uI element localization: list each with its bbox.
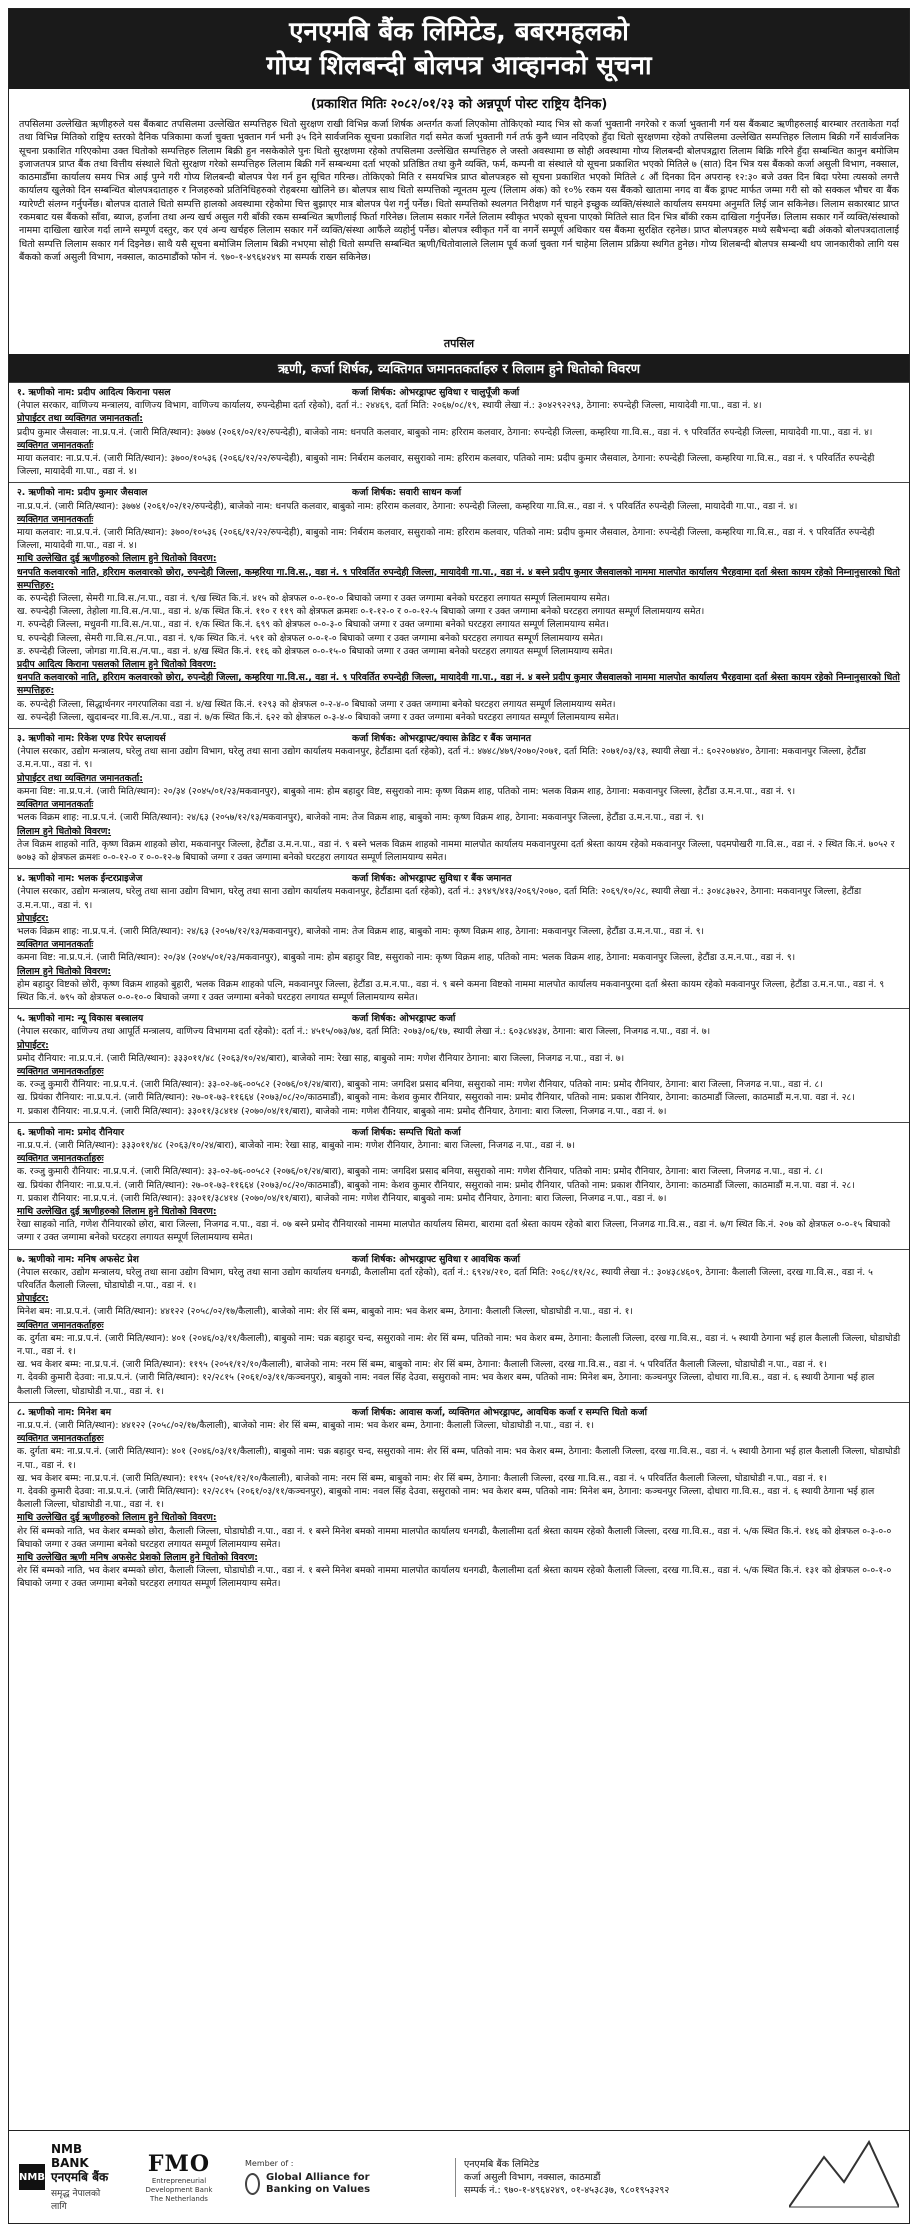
- entry-line: प्रदीप कुमार जैसवाल: ना.प्र.प.नं. (जारी मिति/स्थान): ३७७४ (२०६१/०२/१२/रुपन्देही), बाजेको नाम: धनपति कलवार, बाबुको नाम: हरिराम कलवार, ठेगाना: रुपन्देही जिल्ला, कम्हरिया गा.वि.स., वडा नं. ९ परिवर्तित रुपन्देही जिल्ला, मायादेवी गा.पा., वडा नं. ४।: [17, 426, 873, 438]
- entry-line: व्यक्तिगत जमानतकर्ताहरुः: [17, 1433, 104, 1445]
- entry-line: प्रोपाईटर:: [17, 912, 49, 924]
- entry-line: होम बहादुर विष्टको छोरी, कृष्ण विक्रम शाहको बुहारी, भलक विक्रम शाहको पत्नि, मकवानपुर जिल्ला, हेटौंडा उ.म.न.पा., वडा नं. ९ बस्ने कमना विष्टको नाममा मालपोत कार्यालय मकवानपुरमा दर्ता श्रेस्ता कायम रहेको मकवानपुर जिल्ला, हेटौंडा उ.म.न.पा., वडा नं. ९ स्थित कि.नं. ७९५ को क्षेत्रफल ०-०-१०-० बिघाको जग्गा र उक्त जग्गामा बनेको घरटहरा लगायत सम्पूर्ण लिलामयाग्य समेत।: [17, 978, 885, 1003]
- entry-line: प्रोपाईटर:: [17, 1293, 49, 1305]
- entry-line: माया कलवार: ना.प्र.प.नं. (जारी मिति/स्थान): ३७००/१०५३६ (२०६६/१२/२२/रुपन्देही), बाबुको नाम: निर्बराम कलवार, ससुराको नाम: हरिराम कलवार, पतिको नाम: प्रदीप कुमार जैसवाल, ठेगाना: रुपन्देही जिल्ला, कम्हरिया गा.वि.स., वडा नं. ९ परिवर्तित रुपन्देही जिल्ला, मायादेवी गा.पा., वडा नं. ४।: [17, 453, 875, 478]
- schedule-label: तपसिल: [443, 337, 475, 350]
- entry-line: माथि उल्लेखित दुई ऋणीहरुको लिलाम हुने धितोको विवरण:: [17, 1205, 217, 1217]
- entry-line: प्रोपाईटर तथा व्यक्तिगत जमानतकर्ता:: [17, 413, 143, 425]
- loan-title: कर्जा शिर्षक: ओभरड्राफ्ट सुविधा र चालुपूँजी कर्जा: [352, 387, 520, 398]
- entry-line: ख. भव केशर बम्म: ना.प्र.प.नं. (जारी मिति/स्थान): ११९५ (२०५१/१२/१०/कैलाली), बाजेको नाम: नरम सिं बम्म, बाबुको नाम: शेर सिं बम्म, ठेगाना: कैलाली जिल्ला, दरख गा.वि.स., वडा नं. ५ परिवर्तित कैलाली जिल्ला, घोडाघोडी न.पा., वडा नं. १।: [17, 1359, 827, 1371]
- borrower-name: २. ऋणीको नाम: प्रदीप कुमार जैसवाल: [17, 487, 148, 499]
- entry-line: ख. प्रियंका रौनियार: ना.प्र.प.नं. (जारी मिति/स्थान): २७-०१-७३-११६६४ (२०७३/०८/२०/काठमाडौं), बाबुको नाम: केशव कुमार रौनियार, ससुराको नाम: प्रमोद रौनियार, पतिको नाम: प्रकाश रौनियार, ठेगाना: काठमाडौं जिल्ला, काठमाडौं म.न.पा. वडा नं. २८।: [17, 1179, 855, 1191]
- entry-line: शेर सिं बम्मको नाति, भव केशर बम्मको छोरा, कैलाली जिल्ला, घोडाघोडी न.पा., वडा नं. १ बस्ने मिनेश बमको नाममा मालपोत कार्यालय धनगढी, कैलालीमा दर्ता श्रेस्ता कायम रहेको कैलाली जिल्ला, दरख गा.वि.स., वडा नं. ५/क स्थित कि.नं. १४६ को क्षेत्रफल ०-३-०-० बिघाको जग्गा र उक्त जग्गामा बनेको घरटहरा लगायत सम्पूर्ण लिलामयाग्य समेत।: [17, 1525, 892, 1550]
- footer: [9, 2130, 909, 2223]
- notice-frame: [8, 8, 910, 2224]
- loan-title: कर्जा शिर्षक: आवास कर्जा, व्यक्तिगत ओभरड्राफ्ट, आवधिक कर्जा र सम्पत्ति धितो कर्जा: [352, 1406, 648, 1418]
- entry-line: व्यक्तिगत जमानतकर्ताः: [17, 799, 94, 811]
- entry-line: व्यक्तिगत जमानतकर्ताः: [17, 439, 94, 451]
- loan-title: कर्जा शिर्षक: ओभरड्राफ्ट/क्यास क्रेडिट र बैंक जमानत: [352, 733, 531, 745]
- entry-heading: [17, 486, 901, 499]
- entry-heading: [17, 872, 901, 885]
- borrower-name: ७. ऋणीको नाम: मनिष अफसेट प्रेश: [17, 1253, 139, 1265]
- notice-title: गोप्य शिलबन्दी बोलपत्र आव्हानको सूचना: [266, 51, 652, 81]
- entry-line: क. रञ्जु कुमारी रौनियार: ना.प्र.प.नं. (जारी मिति/स्थान): ३३-०२-७६-००५८२ (२०७६/०१/२४/बारा), बाबुको नाम: जगदिश प्रसाद बनिया, ससुराको नाम: गणेश रौनियार, पतिको नाम: प्रमोद रौनियार, ठेगाना: बारा जिल्ला, निजगढ न.पा., वडा नं. ८।: [17, 1166, 823, 1178]
- entry-heading: [17, 1406, 901, 1419]
- entry-line: ग. रुपन्देही जिल्ला, मधुवनी गा.वि.स./न.पा., वडा नं. १/क स्थित कि.नं. ६९९ को क्षेत्रफल ०-०-३-० बिघाको जग्गा र उक्त जग्गामा बनेको घरटहरा लगायत सम्पूर्ण लिलामयाग्य समेत।: [17, 619, 609, 631]
- fmo-name: FMO: [147, 2150, 211, 2177]
- entry-line: ना.प्र.प.नं. (जारी मिति/स्थान): ४४१२२ (२०५८/०२/१७/कैलाली), बाजेको नाम: शेर सिं बम्म, बाबुको नाम: भव केशर बम्म, ठेगाना: कैलाली जिल्ला, घोडाघोडी न.पा., वडा नं. १।: [17, 1420, 594, 1432]
- entry-line: प्रदीप आदित्य किराना पसलको लिलाम हुने धितोको विवरण:: [17, 659, 217, 671]
- entry-line: ग. देवकी कुमारी देउवा: ना.प्र.प.नं. (जारी मिति/स्थान): १२/२८१५ (२०६१/०३/११/कञ्चनपुर), बाबुको नाम: नवल सिंह देउवा, ससुराको नाम: भव केशर बम्म, पतिको नाम: मिनेश बम, ठेगाना: कञ्चनपुर जिल्ला, दोधारा गा.वि.स., वडा नं. ६ स्थायी ठेगाना भई हाल कैलाली जिल्ला, घोडाघोडी न.पा., वडा नं. १।: [17, 1486, 875, 1511]
- membership: [245, 2159, 395, 2196]
- entry-line: कमना विष्ट: ना.प्र.प.नं. (जारी मिति/स्थान): २०/३४ (२०४५/०१/२३/मकवानपुर), बाबुको नाम: होम बहादुर विष्ट, ससुराको नाम: कृष्ण विक्रम शाह, पतिको नाम: भलक विक्रम शाह, ठेगाना: मकवानपुर जिल्ला, हेटौंडा उ.म.न.पा., वडा नं. ९।: [17, 785, 796, 797]
- entry-line: क. रञ्जु कुमारी रौनियार: ना.प्र.प.नं. (जारी मिति/स्थान): ३३-०२-७६-००५८२ (२०७६/०१/२४/बारा), बाबुको नाम: जगदिश प्रसाद बनिया, ससुराको नाम: गणेश रौनियार, पतिको नाम: प्रमोद रौनियार, ठेगाना: बारा जिल्ला, निजगढ न.पा., वडा नं. ८।: [17, 1079, 823, 1091]
- entry-heading: [17, 1253, 901, 1266]
- entry-line: कमना विष्ट: ना.प्र.प.नं. (जारी मिति/स्थान): २०/३४ (२०४५/०१/२३/मकवानपुर), बाबुको नाम: होम बहादुर विष्ट, ससुराको नाम: कृष्ण विक्रम शाह, पतिको नाम: भलक विक्रम शाह, ठेगाना: मकवानपुर जिल्ला, हेटौंडा उ.म.न.पा., वडा नं. ९।: [17, 952, 796, 964]
- borrower-name: ६. ऋणीको नाम: प्रमोद रौनियार: [17, 1126, 125, 1138]
- entry-line: ग. प्रकाश रौनियार: ना.प्र.प.नं. (जारी मिति/स्थान): ३३०११/३८४१४ (२०७०/०४/११/बारा), बाजेको नाम: गणेश रौनियार, बाबुको नाम: प्रमोद रौनियार, ठेगाना: बारा जिल्ला, निजगढ न.पा., वडा नं. ७।: [17, 1105, 667, 1117]
- loan-entry: [9, 1402, 909, 1595]
- tagline: समृद्ध नेपालको लागि: [50, 2189, 101, 2212]
- loan-entry: [9, 728, 909, 868]
- entry-line: लिलाम हुने धितोको विवरण:: [17, 965, 112, 977]
- loan-entry: [9, 868, 909, 1008]
- entry-line: धनपति कलवारको नाति, हरिराम कलवारको छोरा, रुपन्देही जिल्ला, कम्हरिया गा.वि.स., वडा नं. ९ परिवर्तित रुपन्देही जिल्ला, मायादेवी गा.पा., वडा नं. ४ बस्ने प्रदीप कुमार जैसवालको नाममा मालपोत कार्यालय भैरहवामा दर्ता श्रेस्ता कायम रहेको निम्नानुसारको धितो सम्पत्तिहरु:: [17, 566, 900, 591]
- entry-line: भलक विक्रम शाह: ना.प्र.प.नं. (जारी मिति/स्थान): २४/६३ (२०५७/१२/१३/मकवानपुर), बाजेको नाम: तेज विक्रम शाह, बाबुको नाम: कृष्ण विक्रम शाह, ठेगाना: मकवानपुर जिल्ला, हेटौंडा उ.म.न.पा., वडा नं. ९।: [17, 812, 705, 824]
- borrower-name: ८. ऋणीको नाम: मिनेश बम: [17, 1406, 111, 1418]
- entry-line: (नेपाल सरकार, वाणिज्य तथा आपूर्ति मन्त्रालय, वाणिज्य विभागमा दर्ता रहेको): दर्ता नं.: ४५१५/०७३/७४, दर्ता मिति: २०७३/०६/१७, स्थायी लेखा नं.: ६०३८४४३४, ठेगाना: बारा जिल्ला, निजगढ न.पा., वडा नं. ७।: [17, 1026, 711, 1038]
- nmb-logo: [19, 2142, 115, 2212]
- entry-line: घ. रुपन्देही जिल्ला, सेमरी गा.वि.स./न.पा., वडा नं. ९/क स्थित कि.नं. ५९१ को क्षेत्रफल ०-०-१-० बिघाको जग्गा र उक्त जग्गामा बनेको घरटहरा लगायत सम्पूर्ण लिलामयाग्य समेत।: [17, 632, 604, 644]
- entry-line: (नेपाल सरकार, उद्योग मन्त्रालय, घरेलु तथा साना उद्योग विभाग, घरेलु तथा साना उद्योग कार्यालय धनगढी, कैलालीमा दर्ता रहेको), दर्ता नं.: ६९२४/२१०, दर्ता मिति: २०६८/११/२८, स्थायी लेखा नं.: ३०४३८४६०९, ठेगाना: कैलाली जिल्ला, दरख गा.वि.स., वडा नं. ५ परिवर्तित कैलाली जिल्ला, घोडाघोडी न.पा., वडा नं. १।: [17, 1266, 873, 1291]
- header-band: [9, 9, 909, 89]
- mountain-graphic-icon: [789, 2137, 899, 2217]
- entry-line: क. रुपन्देही जिल्ला, सिद्धार्थनगर नगरपालिका वडा नं. ४/ख स्थित कि.नं. १२९३ को क्षेत्रफल ०-२-४-० बिघाको जग्गा र उक्त जग्गामा बनेको घरटहरा लगायत सम्पूर्ण लिलामयाग्य समेत।: [17, 698, 616, 710]
- nmb-logo-en: NMB BANK: [50, 2142, 89, 2170]
- nmb-logo-np: एनएमबि बैंक: [50, 2170, 109, 2184]
- entry-line: (नेपाल सरकार, वाणिज्य मन्त्रालय, वाणिज्य विभाग, वाणिज्य कार्यालय, रुपन्देहीमा दर्ता रहेको), दर्ता नं.: २४४६९, दर्ता मिति: २०६७/०८/१९, स्थायी लेखा नं.: ३०४२९२२९३, ठेगाना: रुपन्देही जिल्ला, मायादेवी गा.पा., वडा नं. ४।: [17, 400, 762, 412]
- loan-entry: [9, 482, 909, 728]
- entry-line: क. दुर्गता बम: ना.प्र.प.नं. (जारी मिति/स्थान): ४०१ (२०४६/०३/११/कैलाली), बाबुको नाम: चक्र बहादुर चन्द, ससुराको नाम: शेर सिं बम्म, पतिको नाम: भव केशर बम्म, ठेगाना: कैलाली जिल्ला, दरख गा.वि.स., वडा नं. ५ स्थायी ठेगाना भई हाल कैलाली जिल्ला, घोडाघोडी न.पा., वडा नं. १।: [17, 1446, 901, 1471]
- entry-line: व्यक्तिगत जमानतकर्ताः: [17, 513, 94, 525]
- fmo-logo: [139, 2151, 219, 2204]
- entry-heading: [17, 732, 901, 745]
- entry-line: लिलाम हुने धितोको विवरण:: [17, 825, 112, 837]
- loan-title: कर्जा शिर्षक: ओभरड्राफ्ट कर्जा: [352, 1013, 456, 1025]
- entry-line: प्रोपाईटर:: [17, 1039, 49, 1051]
- borrower-name: ५. ऋणीको नाम: न्यू विकास बस्त्रालय: [17, 1013, 144, 1025]
- entry-line: तेज विक्रम शाहको नाति, कृष्ण विक्रम शाहको छोरा, मकवानपुर जिल्ला, हेटौंडा उ.म.न.पा., वडा नं. ९ बस्ने भलक विक्रम शाहको नाममा मालपोत कार्यालय मकवानपुरमा दर्ता श्रेस्ता कायम रहेको मकवानपुर जिल्ला, पदमपोखरी गा.वि.स., वडा नं. २ स्थित कि.नं. ७०५२ र ७०७३ को क्षेत्रफल क्रमशः ०-०-१२-० र ०-०-१२-७ बिघाको जग्गा र उक्त जग्गामा बनेको घरटहरा लगायत सम्पूर्ण लिलामयाग्य समेत।: [17, 838, 895, 863]
- borrower-name: ४. ऋणीको नाम: भलक ईन्टरप्राइजेज: [17, 873, 143, 885]
- contact-block: [455, 2158, 669, 2197]
- gabv-globe-icon: [245, 2173, 260, 2195]
- nmb-logo-mark-icon: NMB: [19, 2164, 45, 2190]
- entry-line: ना.प्र.प.नं. (जारी मिति/स्थान): ३७७४ (२०६१/०२/१२/रुपन्देही), बाजेको नाम: धनपति कलवार, बाबुको नाम: हरिराम कलवार, ठेगाना: रुपन्देही जिल्ला, कम्हरिया गा.वि.स., वडा नं. ९ परिवर्तित रुपन्देही जिल्ला, मायादेवी गा.पा., वडा नं. ४।: [17, 500, 798, 512]
- entry-line: ग. देवकी कुमारी देउवा: ना.प्र.प.नं. (जारी मिति/स्थान): १२/२८१५ (२०६१/०३/११/कञ्चनपुर), बाबुको नाम: नवल सिंह देउवा, ससुराको नाम: भव केशर बम्म, पतिको नाम: मिनेश बम, ठेगाना: कञ्चनपुर जिल्ला, दोधारा गा.वि.स., वडा नं. ६ स्थायी ठेगाना भई हाल कैलाली जिल्ला, घोडाघोडी न.पा., वडा नं. १।: [17, 1372, 875, 1397]
- fmo-country: The Netherlands: [150, 2194, 208, 2203]
- loan-title: कर्जा शिर्षक: सवारी साधन कर्जा: [352, 487, 462, 499]
- entry-line: प्रोपाईटर तथा व्यक्तिगत जमानतकर्ता:: [17, 772, 143, 784]
- entry-line: क. दुर्गता बम: ना.प्र.प.नं. (जारी मिति/स्थान): ४०१ (२०४६/०३/११/कैलाली), बाबुको नाम: चक्र बहादुर चन्द, ससुराको नाम: शेर सिं बम्म, पतिको नाम: भव केशर बम्म, ठेगाना: कैलाली जिल्ला, दरख गा.वि.स., वडा नं. ५ स्थायी ठेगाना भई हाल कैलाली जिल्ला, घोडाघोडी न.पा., वडा नं. १।: [17, 1332, 901, 1358]
- entry-line: व्यक्तिगत जमानतकर्ताः: [17, 939, 94, 951]
- entry-line: मिनेश बम: ना.प्र.प.नं. (जारी मिति/स्थान): ४४१२२ (२०५८/०२/१७/कैलाली), बाजेको नाम: शेर सिं बम्म, बाबुको नाम: भव केशर बम्म, ठेगाना: कैलाली जिल्ला, घोडाघोडी न.पा., वडा नं. १।: [17, 1306, 633, 1318]
- gabv-name: Global Alliance for Banking on Values: [266, 2171, 371, 2195]
- schedule-title-bar: ऋणी, कर्जा शिर्षक, व्यक्तिगत जमानतकर्ताहरु र लिलाम हुने धितोको विवरण: [9, 354, 909, 382]
- entry-line: ग. प्रकाश रौनियार: ना.प्र.प.नं. (जारी मिति/स्थान): ३३०११/३८४१४ (२०७०/०४/११/बारा), बाजेको नाम: गणेश रौनियार, बाबुको नाम: प्रमोद रौनियार, ठेगाना: बारा जिल्ला, निजगढ न.पा., वडा नं. ७।: [17, 1192, 667, 1204]
- entry-line: रेखा साहको नाति, गणेश रौनियारको छोरा, बारा जिल्ला, निजगढ न.पा., वडा नं. ०७ बस्ने प्रमोद रौनियारको नाममा मालपोत कार्यालय सिमरा, बारामा दर्ता श्रेस्ता कायम रहेको बारा जिल्ला, निजगढ गा.वि.स., वडा नं. ७/ग स्थित कि.नं. २०७ को क्षेत्रफल ०-०-१५ बिघाको जग्गा र उक्त जग्गामा बनेको घरटहरा लगायत सम्पूर्ण लिलामयाग्य समेत।: [17, 1219, 891, 1244]
- entry-line: माथि उल्लेखित दुई ऋणीहरुको लिलाम हुने धितोको विवरण:: [17, 1512, 217, 1524]
- entry-line: प्रमोद रौनियार: ना.प्र.प.नं. (जारी मिति/स्थान): ३३३०११/४८ (२०६३/१०/२४/बारा), बाजेको नाम: रेखा साह, बाबुको नाम: गणेश रौनियार ठेगाना: बारा जिल्ला, निजगढ न.पा., वडा नं. ७।: [17, 1052, 625, 1064]
- borrower-name: ३. ऋणीको नाम: रिकेश एण्ड रिपेर सप्लायर्स: [17, 733, 166, 745]
- loan-entry: [9, 1008, 909, 1122]
- entry-line: व्यक्तिगत जमानतकर्ताहरुः: [17, 1153, 104, 1165]
- entry-line: क. रुपन्देही जिल्ला, सेमरी गा.वि.स./न.पा., वडा नं. ९/ख स्थित कि.नं. ४१५ को क्षेत्रफल ०-०-१०-० बिघाको जग्गा र उक्त जग्गामा बनेको घरटहरा लगायत सम्पूर्ण लिलामयाग्य समेत।: [17, 593, 610, 605]
- contact-phone: सम्पर्क नं.: ९७०-१-४९६४२४९, ०१-४५३८३७, ९८०१९५३२९२: [464, 2184, 670, 2196]
- loan-entry: [9, 1122, 909, 1249]
- contact-bank: एनएमबि बैंक लिमिटेड: [464, 2158, 540, 2170]
- member-label: Member of :: [245, 2158, 294, 2168]
- loan-entry: [9, 382, 909, 482]
- entry-line: भलक विक्रम शाह: ना.प्र.प.नं. (जारी मिति/स्थान): २४/६३ (२०५७/१२/१३/मकवानपुर), बाजेको नाम: तेज विक्रम शाह, बाबुको नाम: कृष्ण विक्रम शाह, ठेगाना: मकवानपुर जिल्ला, हेटौंडा उ.म.न.पा., वडा नं. ९।: [17, 925, 705, 937]
- loan-entry: [9, 1249, 909, 1402]
- entry-line: ख. भव केशर बम्म: ना.प्र.प.नं. (जारी मिति/स्थान): ११९५ (२०५१/१२/१०/कैलाली), बाजेको नाम: नरम सिं बम्म, बाबुको नाम: शेर सिं बम्म, ठेगाना: कैलाली जिल्ला, दरख गा.वि.स., वडा नं. ५ परिवर्तित कैलाली जिल्ला, घोडाघोडी न.पा., वडा नं. १।: [17, 1472, 827, 1484]
- entry-line: माथि उल्लेखित ऋणी मनिष अफसेट प्रेशको लिलाम हुने धितोको विवरण:: [17, 1552, 258, 1564]
- entry-line: व्यक्तिगत जमानतकर्ताहरुः: [17, 1319, 104, 1331]
- loan-title: कर्जा शिर्षक: ओभरड्राफ्ट सुविधा र आवधिक कर्जा: [352, 1253, 521, 1265]
- entry-line: ख. रुपन्देही जिल्ला, खुदाबन्दर गा.वि.स./न.पा., वडा नं. ७/क स्थित कि.नं. ६२२ को क्षेत्रफल ०-३-४-० बिघाको जग्गा र उक्त जग्गामा बनेको घरटहरा लगायत सम्पूर्ण लिलामयाग्य समेत।: [17, 711, 619, 723]
- entry-line: शेर सिं बम्मको नाति, भव केशर बम्मको छोरा, कैलाली जिल्ला, घोडाघोडी न.पा., वडा नं. १ बस्ने मिनेश बमको नाममा मालपोत कार्यालय धनगढी, कैलालीमा दर्ता श्रेस्ता कायम रहेको कैलाली जिल्ला, दरख गा.वि.स., वडा नं. ५/क स्थित कि.नं. १३१ को क्षेत्रफल ०-०-१-० बिघाको जग्गा र उक्त जग्गामा बनेको घरटहरा लगायत सम्पूर्ण लिलामयाग्य समेत।: [17, 1565, 892, 1590]
- loan-title: कर्जा शिर्षक: सम्पत्ति धितो कर्जा: [352, 1126, 461, 1138]
- contact-dept: कर्जा असुली विभाग, नक्साल, काठमाडौं: [464, 2171, 601, 2183]
- entry-line: धनपति कलवारको नाति, हरिराम कलवारको छोरा, रुपन्देही जिल्ला, कम्हरिया गा.वि.स., वडा नं. ९ परिवर्तित रुपन्देही जिल्ला, मायादेवी गा.पा., वडा नं. ४ बस्ने प्रदीप कुमार जैसवालको नाममा मालपोत कार्यालय भैरहवामा दर्ता श्रेस्ता कायम रहेको निम्नानुसारको धितो सम्पत्तिहरु:: [17, 672, 900, 697]
- entry-line: ना.प्र.प.नं. (जारी मिति/स्थान): ३३३०११/४८ (२०६३/१०/२४/बारा), बाजेको नाम: रेखा साह, बाबुको नाम: गणेश रौनियार, ठेगाना: बारा जिल्ला, निजगढ न.पा., वडा नं. ७।: [17, 1139, 576, 1151]
- entry-heading: [17, 1126, 901, 1139]
- entry-line: माथि उल्लेखित दुई ऋणीहरुको लिलाम हुने धितोको विवरण:: [17, 553, 217, 565]
- entry-line: ङ. रुपन्देही जिल्ला, जोगडा गा.वि.स./न.पा., वडा नं. ४/ख स्थित कि.नं. ११६ को क्षेत्रफल ०-०-१५-० बिघाको जग्गा र उक्त जग्गामा बनेको घरटहरा लगायत सम्पूर्ण लिलामयाग्य समेत।: [17, 645, 613, 657]
- bank-name: एनएमबि बैंक लिमिटेड, बबरमहलको: [289, 17, 629, 47]
- entry-line: ख. रुपन्देही जिल्ला, तेहोला गा.वि.स./न.पा., वडा नं. ४/क स्थित कि.नं. ११० र ११९ को क्षेत्रफल क्रमशः ०-१-१२-० र ०-०-१२-५ बिघाको जग्गा र उक्त जग्गामा बनेको घरटहरा लगायत सम्पूर्ण लिलामयाग्य समेत।: [17, 606, 705, 618]
- entry-heading: [17, 386, 901, 399]
- entry-line: (नेपाल सरकार, उद्योग मन्त्रालय, घरेलु तथा साना उद्योग विभाग, घरेलु तथा साना उद्योग कार्यालय मकवानपुर, हेटौंडामा दर्ता रहेको), दर्ता नं.: ४७४८/४७९/२०७०/२०७१, दर्ता मिति: २०७१/०३/१३, स्थायी लेखा नं.: ६०२२०७४४०, ठेगाना: मकवानपुर जिल्ला, हेटौंडा उ.म.न.पा., वडा नं. ९।: [17, 746, 866, 771]
- intro-paragraph: तपसिलमा उल्लेखित ऋणीहरुले यस बैंकबाट तपसिलमा उल्लेखित सम्पत्तिहरु धितो सुरक्षण राखी विभिन्न कर्जा शिर्षक अन्तर्गत कर्जा लिएकोमा तोकिएको म्याद भित्र सो कर्जा भुक्तानी नगरेको र कर्जा भुक्तानी गर्न यस बैंकबाट ऋणीहरुलाई बारम्बार तरताकेता गर्दा तथा विभिन्न मितिको राष्ट्रिय स्तरको दैनिक पत्रिकामा कर्जा चुक्ता भुक्तान गर्न भनी ३५ दिने सार्वजनिक सूचना प्रकाशित गर्दा समेत कर्जा भुक्तानी गर्न तर्फ कुनै ध्यान नदिएको हुँदा धितो सुरक्षणमा रहेको तपसिलमा उल्लेखित सम्पत्तिहरु लिलाम बिक्री गर्ने सार्वजनिक सूचना प्रकाशित गरिएकोमा उक्त धितोको सम्पत्तिहरु लिलाम बिक्री हुन नसकेकोले पुनः धितो सुरक्षणमा रहेको तपसिलमा उल्लेखित सम्पत्तिहरु ले जस्तो अवस्थामा छ सोही अवस्थामा गोप्य शिलबन्दी बोलपत्रद्वारा लिलाम बिक्रि गरिने हुँदा सम्बन्धित कानुन बमोजिम इजाजतपत्र प्राप्त बैंक तथा वित्तीय संस्थाले धितो सुरक्षण गरेको सम्पत्तिहरु लिलाम बिक्री गर्ने सम्बन्धमा दर्ता भएको प्रतिष्ठित तथा कुनै व्यक्ति, फर्म, कम्पनी वा संस्थाले यो सूचना प्रकाशित भएको मितिले ७ (सात) दिन भित्र यस बैंकको कर्जा असुली विभाग, नक्साल, काठमाडौँमा कार्यालय समय भित्र आई पुग्ने गरी गोप्य शिलबन्दी बोलपत्र पेश गर्न हुन सूचित गरिन्छ। तोकिएको मिति र समयभित्र प्राप्त बोलपत्रहरु सो सूचना प्रकाशित भएको मितिले ८ औं दिनका दिन अपरान्ह १२:३० बजे उक्त दिन बिदा परेमा त्यसको लगत्तै कार्यालय खुलेको दिन सम्बन्धित बोलपत्रदाताहरु र निजहरुको प्रतिनिधिहरुको रोहबरमा खोलिने छ। बोलपत्र साथ धितो सम्पत्तिको न्यूनतम मूल्य (लिलाम अंक) को १०% रकम यस बैंकको खातामा नगद वा बैंक ड्राफ्ट मार्फत जम्मा गरी सो को सक्कल भौचर वा बैंक ग्यारेण्टी संलग्न गर्नुपर्नेछ। बोलपत्र दाताले धितो सम्पत्ति हालको अवस्थामा रहेकोमा चित्त बुझाएर मात्र बोलपत्र पेश गर्नु पर्नेछ। धितो सम्पत्तिको स्थलगत निरीक्षण गर्न चाहने इच्छुक व्यक्ति/संस्थाले कार्यालय समयमा अनुमति लिई जान सकिनेछ। लिलाम सकारबाट प्राप्त रकमबाट यस बैंकको साँवा, ब्याज, हर्जाना तथा अन्य खर्च असुल गरी बाँकी रकम सम्बन्धित ऋणीलाई फिर्ता गरिनेछ। लिलाम सकार गर्नेले लिलाम स्वीकृत भएको सूचना पाएको मितिले सात दिन भित्र बाँकी रकम दाखिला गर्नुपर्नेछ। लिलाम सकार गर्ने व्यक्ति/संस्थाको नाममा दाखिला खारेज गर्दा लाग्ने सम्पूर्ण दस्तुर, कर एवं अन्य खर्चहरु लिलाम सकार गर्ने व्यक्ति/संस्था आफैंले व्यहोर्नु पर्नेछ। बोलपत्र स्वीकृत गर्ने वा नगर्ने सम्पूर्ण अधिकार यस बैंकमा सुरक्षित रहनेछ। प्राप्त बोलपत्रहरु मध्ये सबैभन्दा बढी अंकको बोलपत्रदातालाई धितो सम्पत्ति लिलाम सकार गर्न दिइनेछ। साथै यसै सूचना बमोजिम लिलाम बिक्री नभएमा सोही धितो सम्पत्ति सम्बन्धित ऋणी/धितोवालाले लिलाम पूर्व कर्जा चुक्ता गर्न चाहेमा लिलाम प्रक्रिया स्थगित हुनेछ। गोप्य शिलबन्दी बोलपत्र सम्बन्धी थप जानकारीको लागि यस बैंकको कर्जा असुली विभाग, नक्साल, काठमाडौंको फोन नं. ९७०-१-४९६४२४९ मा सम्पर्क राख्न सकिनेछ।: [19, 119, 900, 263]
- borrower-name: १. ऋणीको नाम: प्रदीप आदित्य किराना पसल: [17, 387, 171, 398]
- entry-line: ख. प्रियंका रौनियार: ना.प्र.प.नं. (जारी मिति/स्थान): २७-०१-७३-११६६४ (२०७३/०८/२०/काठमाडौं), बाबुको नाम: केशव कुमार रौनियार, ससुराको नाम: प्रमोद रौनियार, पतिको नाम: प्रकाश रौनियार, ठेगाना: काठमाडौं जिल्ला, काठमाडौं म.न.पा. वडा नं. २८।: [17, 1092, 855, 1104]
- loan-title: कर्जा शिर्षक: ओभरड्राफ्ट सुविधा र बैंक जमानत: [352, 873, 512, 885]
- entries-list: [9, 382, 909, 1595]
- fmo-subtitle: Entrepreneurial Development Bank: [145, 2176, 213, 2194]
- entry-line: व्यक्तिगत जमानतकर्ताहरुः: [17, 1065, 104, 1077]
- entry-line: (नेपाल सरकार, उद्योग मन्त्रालय, घरेलु तथा साना उद्योग विभाग, घरेलु तथा साना उद्योग कार्यालय मकवानपुर, हेटौंडामा दर्ता रहेको), दर्ता नं.: ३९४९/४१३/२०६९/२०७०, दर्ता मिति: २०६९/१०/२८, स्थायी लेखा नं.: ३०४८३७२२, ठेगाना: मकवानपुर जिल्ला, हेटौंडा उ.म.न.पा., वडा नं. ९।: [17, 886, 862, 911]
- publication-line: (प्रकाशित मितिः २०८२/०१/२३ को अन्नपूर्ण पोस्ट राष्ट्रिय दैनिक): [310, 97, 608, 112]
- entry-heading: [17, 1012, 901, 1025]
- entry-line: माया कलवार: ना.प्र.प.नं. (जारी मिति/स्थान): ३७००/१०५३६ (२०६६/१२/२२/रुपन्देही), बाबुको नाम: निर्बराम कलवार, ससुराको नाम: हरिराम कलवार, पतिको नाम: प्रदीप कुमार जैसवाल, ठेगाना: रुपन्देही जिल्ला, कम्हरिया गा.वि.स., वडा नं. ९ परिवर्तित रुपन्देही जिल्ला, मायादेवी गा.पा., वडा नं. ४।: [17, 527, 875, 552]
